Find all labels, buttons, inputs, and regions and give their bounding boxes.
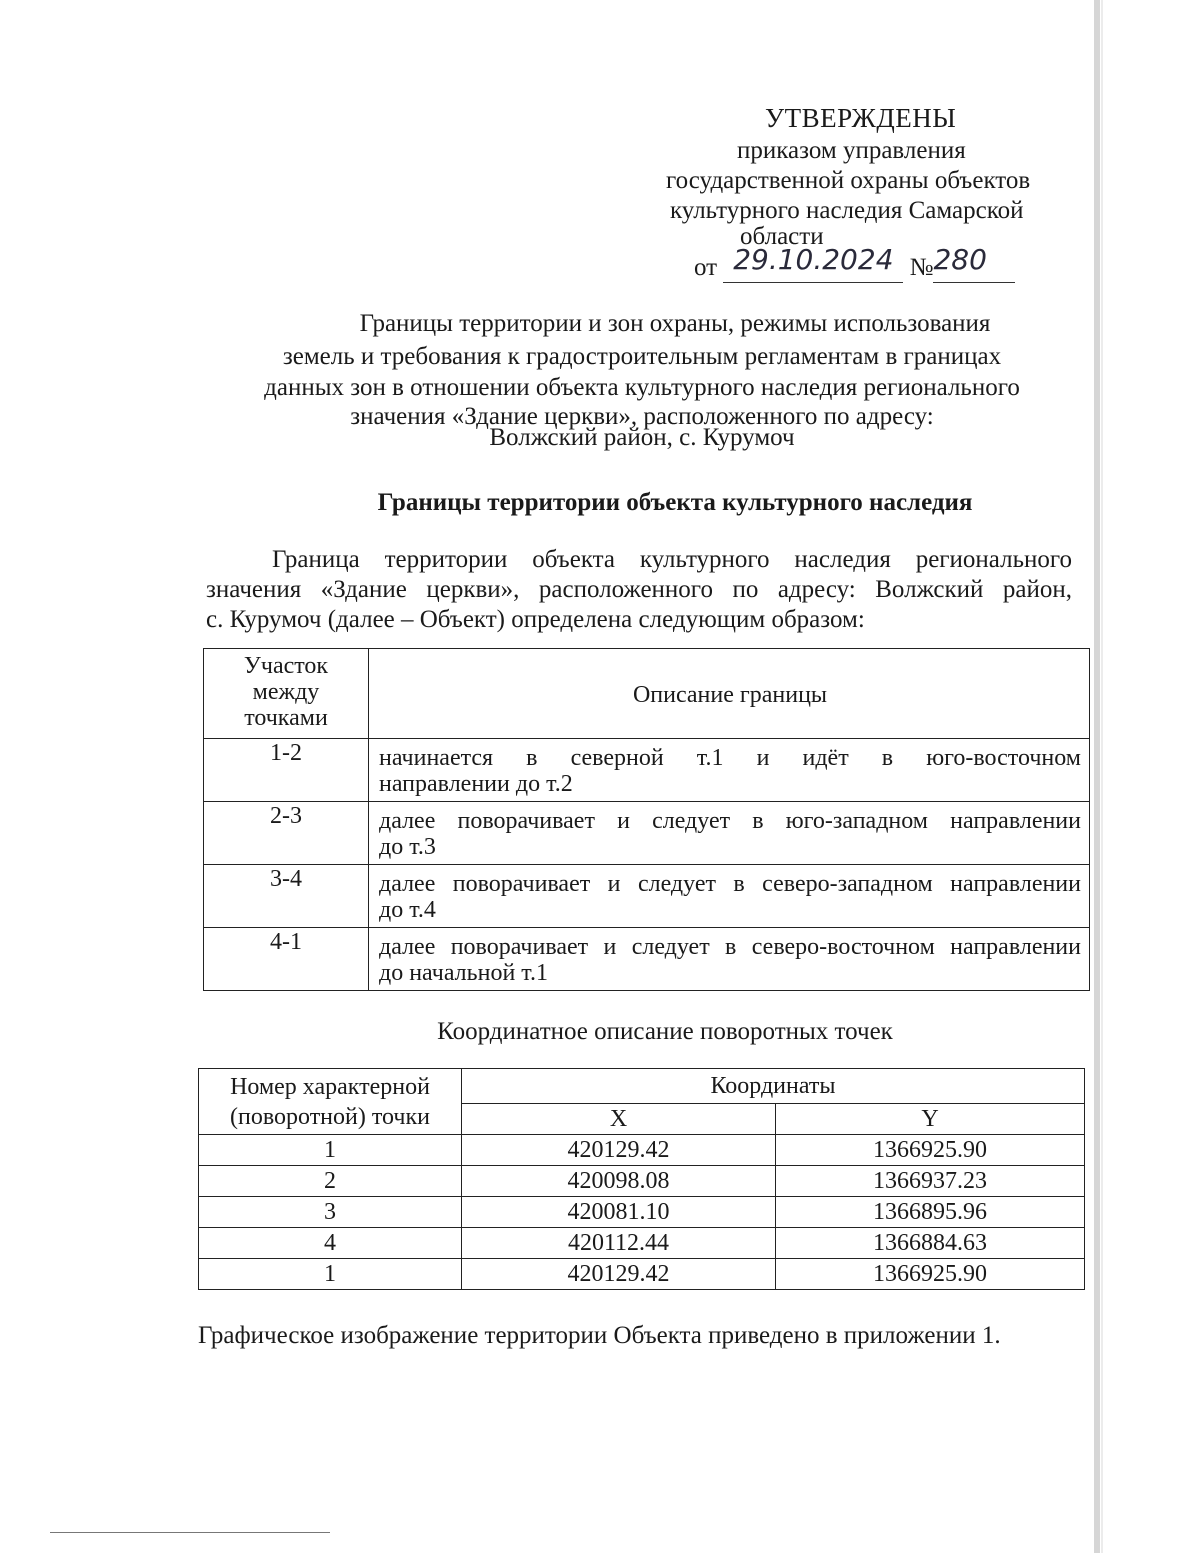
segment-cell: 3-4 — [204, 865, 369, 928]
coordinates-caption: Координатное описание поворотных точек — [437, 1018, 893, 1045]
title-line-3: данных зон в отношении объекта культурного наследия регионального — [264, 374, 1020, 401]
approval-date-row — [694, 243, 1015, 283]
table-row — [204, 802, 1090, 865]
table-row — [204, 739, 1090, 802]
point-cell: 4 — [199, 1228, 462, 1259]
scan-edge-shadow — [1101, 0, 1103, 1553]
date-field — [723, 243, 903, 283]
table-row — [204, 865, 1090, 928]
segment-cell: 4-1 — [204, 928, 369, 991]
segment-cell: 2-3 — [204, 802, 369, 865]
scan-edge — [1094, 0, 1100, 1553]
title-line-1: Границы территории и зон охраны, режимы использования — [359, 310, 991, 337]
approval-line-3: культурного наследия Самарской — [670, 197, 1024, 224]
table-row — [199, 1166, 1085, 1197]
intro-paragraph — [206, 545, 1072, 635]
y-cell: 1366895.96 — [776, 1197, 1085, 1228]
y-cell: 1366937.23 — [776, 1166, 1085, 1197]
y-cell: 1366925.90 — [776, 1259, 1085, 1290]
point-cell: 2 — [199, 1166, 462, 1197]
description-cell: далее поворачивает и следует в северо-восточном направлении до начальной т.1 — [369, 928, 1090, 991]
intro-line-1: Граница территории объекта культурного наследия регионального — [272, 546, 1072, 573]
table-row — [199, 1135, 1085, 1166]
table-row — [199, 1228, 1085, 1259]
point-cell: 3 — [199, 1197, 462, 1228]
coordinates-table — [198, 1068, 1085, 1290]
boundary-header-row — [204, 649, 1090, 739]
x-cell: 420129.42 — [462, 1135, 776, 1166]
number-prefix: № — [909, 254, 934, 281]
approval-line-1: приказом управления — [737, 137, 966, 164]
y-cell: 1366884.63 — [776, 1228, 1085, 1259]
table-row — [204, 928, 1090, 991]
date-handwritten: 29.10.2024 — [733, 243, 894, 276]
title-line-2: земель и требования к градостроительным регламентам в границах — [282, 343, 1002, 370]
description-cell: далее поворачивает и следует в юго-западном направлении до т.3 — [369, 802, 1090, 865]
y-cell: 1366925.90 — [776, 1135, 1085, 1166]
description-cell: далее поворачивает и следует в северо-западном направлении до т.4 — [369, 865, 1090, 928]
header-y: Y — [776, 1104, 1085, 1135]
approval-line-2: государственной охраны объектов — [666, 167, 1031, 194]
intro-line-2: значения «Здание церкви», расположенного по адресу: Волжский район, — [206, 576, 1072, 603]
x-cell: 420081.10 — [462, 1197, 776, 1228]
header-x: X — [462, 1104, 776, 1135]
number-field — [933, 243, 1015, 283]
header-description: Описание границы — [369, 649, 1090, 739]
date-prefix: от — [694, 254, 718, 281]
header-segment: Участок между точками — [204, 649, 369, 739]
x-cell: 420112.44 — [462, 1228, 776, 1259]
x-cell: 420098.08 — [462, 1166, 776, 1197]
section-heading: Границы территории объекта культурного наследия — [377, 489, 973, 516]
x-cell: 420129.42 — [462, 1259, 776, 1290]
table-row — [199, 1197, 1085, 1228]
approval-title: УТВЕРЖДЕНЫ — [765, 103, 957, 133]
segment-cell: 1-2 — [204, 739, 369, 802]
header-coordinates: Координаты — [462, 1069, 1085, 1104]
description-cell: начинается в северной т.1 и идёт в юго-восточном направлении до т.2 — [369, 739, 1090, 802]
number-handwritten: 280 — [933, 243, 987, 276]
title-line-4: значения «Здание церкви», расположенного по адресу: — [350, 403, 934, 430]
table-row — [199, 1259, 1085, 1290]
coordinates-header-row — [199, 1069, 1085, 1104]
boundary-table — [203, 648, 1090, 991]
bottom-rule — [50, 1532, 330, 1533]
title-line-5: Волжский район, с. Курумоч — [489, 424, 795, 451]
intro-line-3: с. Курумоч (далее – Объект) определена следующим образом: — [206, 606, 865, 633]
approval-line-4: области — [740, 223, 824, 250]
point-cell: 1 — [199, 1259, 462, 1290]
final-note: Графическое изображение территории Объекта приведено в приложении 1. — [198, 1322, 1001, 1349]
point-cell: 1 — [199, 1135, 462, 1166]
header-point: Номер характерной (поворотной) точки — [199, 1069, 462, 1135]
